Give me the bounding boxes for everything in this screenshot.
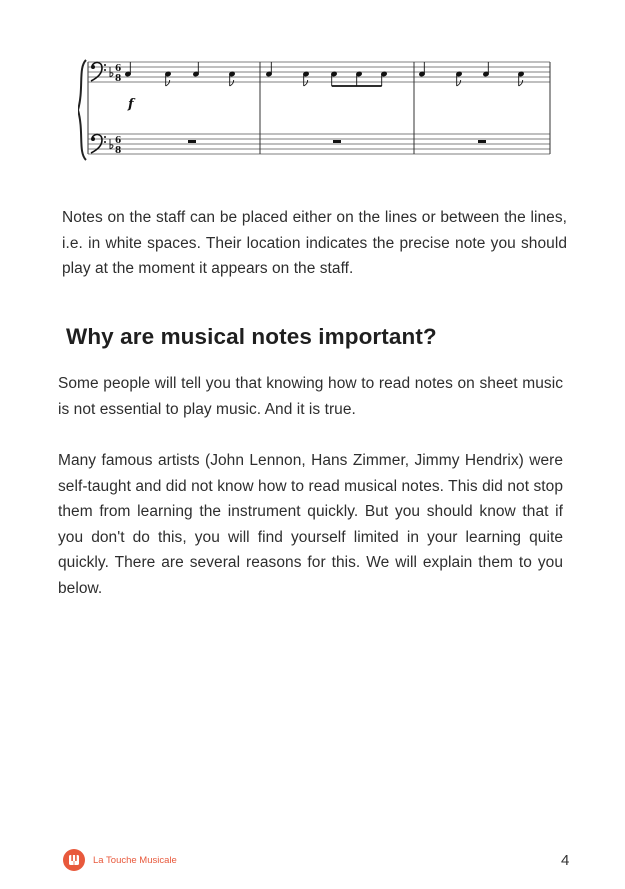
brace-icon bbox=[78, 60, 86, 160]
upper-staff bbox=[88, 62, 550, 82]
section-heading: Why are musical notes important? bbox=[66, 324, 437, 349]
paragraph-intro: Some people will tell you that knowing how to read notes on sheet music is not essential to play music. And it is true. bbox=[58, 375, 563, 418]
time-signature bbox=[115, 64, 121, 156]
footer-brand bbox=[63, 849, 177, 871]
rest-icon bbox=[188, 140, 486, 143]
dynamic-marking: f bbox=[128, 97, 134, 112]
svg-text:8: 8 bbox=[115, 74, 122, 84]
svg-text:6: 6 bbox=[115, 136, 122, 146]
paragraph-famous-artists: Many famous artists (John Lennon, Hans Zimmer, Jimmy Hendrix) were self-taught and did not know how to read musical notes. This did not stop them from learning the instrument quickly. But you should know that if you don't do this, you will find yourself limited in your learning quite quickly. There are several reasons for this. We will explain them to you below. bbox=[58, 452, 563, 597]
piano-logo-icon bbox=[63, 849, 85, 871]
page-number: 4 bbox=[561, 852, 570, 869]
paragraph-notes-placement: Notes on the staff can be placed either on the lines or between the lines, i.e. in white spaces. Their location indicates the precise note you should play at the moment it appears on the staff. bbox=[62, 209, 567, 277]
svg-text:6: 6 bbox=[115, 64, 122, 74]
upper-notes bbox=[125, 62, 524, 86]
music-staff-illustration bbox=[78, 58, 552, 162]
brand-name: La Touche Musicale bbox=[93, 854, 177, 866]
flat-icon bbox=[110, 67, 113, 149]
svg-text:8: 8 bbox=[115, 146, 122, 156]
lower-staff bbox=[88, 134, 550, 154]
